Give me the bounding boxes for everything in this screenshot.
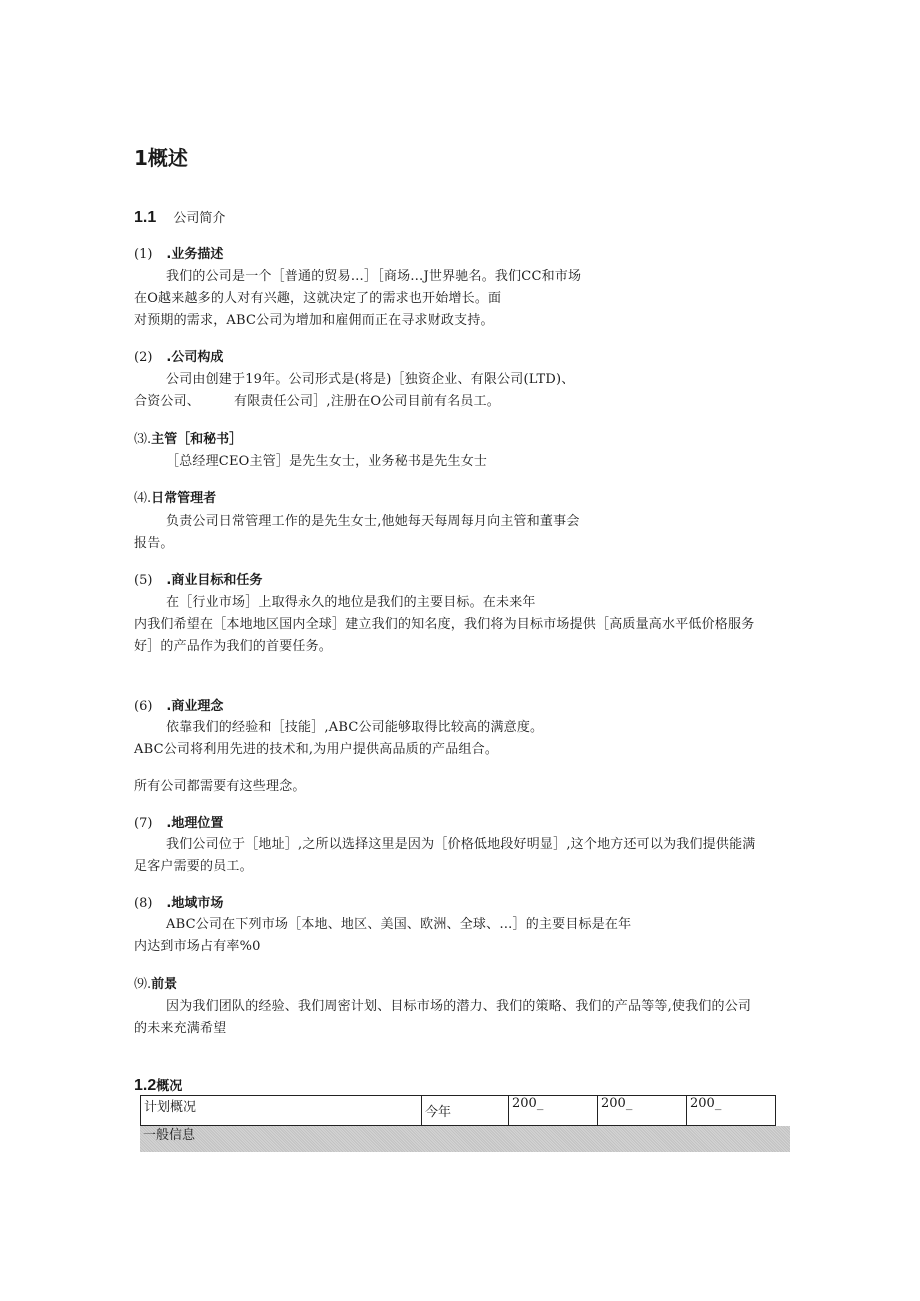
item-number: (6)	[134, 699, 153, 714]
table-cell: 200_	[509, 1096, 598, 1126]
item-title: .商业理念	[166, 699, 224, 714]
item-title: .地域市场	[166, 896, 224, 911]
paragraph-line: 我们公司位于［地址］,之所以选择这里是因为［价格低地段好明显］,这个地方还可以为我们提供能满	[166, 837, 756, 852]
paragraph-line: ABC公司将利用先进的技术和,为用户提供高品质的产品组合。	[134, 742, 499, 757]
section-number: 1.1	[134, 209, 157, 226]
item-number: (8)	[134, 896, 153, 911]
item-number: ⑷.	[134, 491, 152, 506]
paragraph-line: 因为我们团队的经验、我们周密计划、目标市场的潜力、我们的策略、我们的产品等等,使我们的公司	[166, 999, 752, 1014]
section-number: 1.2	[134, 1077, 157, 1094]
item-title: .公司构成	[166, 350, 224, 365]
table-cell: 200_	[598, 1096, 687, 1126]
chapter-heading: 1概述	[134, 146, 188, 170]
general-info-row: 一般信息	[140, 1126, 790, 1152]
paragraph-line: 负责公司日常管理工作的是先生女士,他她每天每周每月向主管和董事会	[166, 514, 580, 529]
paragraph-line: 足客户需要的员工。	[134, 859, 253, 874]
subheading-business-description	[134, 243, 223, 262]
section-title: 公司简介	[173, 211, 226, 226]
item-title: 主管［和秘书］	[151, 432, 243, 447]
table-row	[141, 1096, 776, 1126]
paragraph-line: 对预期的需求，ABC公司为增加和雇佣而正在寻求财政支持。	[134, 313, 494, 328]
paragraph-line: 在O越来越多的人对有兴趣，这就决定了的需求也开始增长。面	[134, 291, 502, 306]
paragraph-line: 公司由创建于19年。公司形式是(将是)［独资企业、有限公司(LTD)、	[166, 372, 575, 387]
subheading-directors	[134, 428, 242, 447]
item-number: (5)	[134, 573, 153, 588]
paragraph-line: 依靠我们的经验和［技能］,ABC公司能够取得比较高的满意度。	[166, 720, 544, 735]
section-heading-1-1	[134, 207, 225, 227]
paragraph-line: 的未来充满希望	[134, 1021, 227, 1036]
item-title: .地理位置	[166, 816, 224, 831]
item-title: 前景	[151, 977, 178, 992]
paragraph-line: ABC公司在下列市场［本地、地区、美国、欧洲、全球、…］的主要目标是在年	[166, 917, 632, 932]
subheading-business-goals	[134, 569, 262, 588]
paragraph-line: 好］的产品作为我们的首要任务。	[134, 639, 333, 654]
paragraph-line: ［总经理CEO主管］是先生女士，业务秘书是先生女士	[166, 454, 488, 469]
item-number: (1)	[134, 247, 153, 262]
item-number: (7)	[134, 816, 153, 831]
subheading-daily-manager	[134, 487, 216, 506]
subheading-location	[134, 812, 223, 831]
paragraph-line: 所有公司都需要有这些理念。	[134, 779, 306, 794]
section-heading-1-2	[134, 1075, 182, 1095]
item-title: .商业目标和任务	[166, 573, 263, 588]
table-cell: 今年	[422, 1096, 509, 1126]
table-cell: 200_	[687, 1096, 776, 1126]
paragraph-line: 合资公司、	[134, 394, 201, 409]
item-title: .业务描述	[166, 247, 224, 262]
paragraph-line: 内我们希望在［本地地区国内全球］建立我们的知名度，我们将为目标市场提供［高质量高水平低价格服务	[134, 617, 755, 632]
paragraph-line: 报告。	[134, 536, 174, 551]
paragraph-line: 在［行业市场］上取得永久的地位是我们的主要目标。在未来年	[166, 595, 536, 610]
paragraph-line: 有限责任公司］,注册在O公司目前有名员工。	[234, 394, 500, 409]
paragraph-line: 内达到市场占有率%0	[134, 939, 261, 954]
subheading-outlook	[134, 973, 177, 992]
table-cell: 计划概况	[141, 1096, 422, 1126]
subheading-regional-market	[134, 892, 223, 911]
item-title: 日常管理者	[151, 491, 217, 506]
section-title: 概况	[156, 1079, 183, 1094]
subheading-business-philosophy	[134, 695, 223, 714]
item-number: ⑶.	[134, 432, 152, 447]
plan-overview-table	[140, 1095, 776, 1126]
paragraph-line: 我们的公司是一个［普通的贸易…］［商场…J世界驰名。我们CC和市场	[166, 269, 582, 284]
item-number: (2)	[134, 350, 153, 365]
item-number: ⑼.	[134, 977, 152, 992]
subheading-company-structure	[134, 346, 223, 365]
